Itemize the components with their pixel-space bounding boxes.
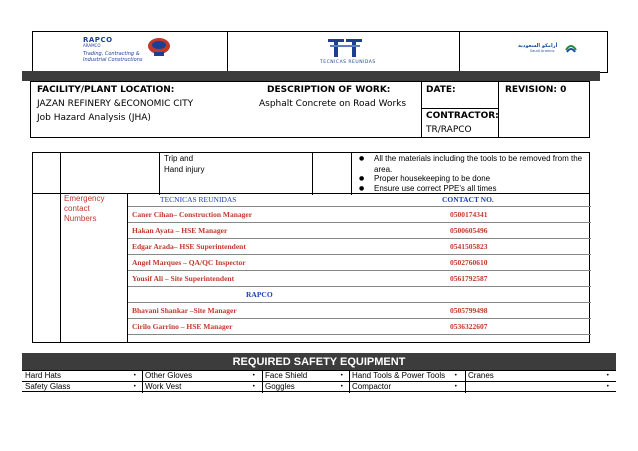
facility-value: JAZAN REFINERY &ECONOMIC CITY [37,99,194,109]
contact-row-5 [128,271,591,287]
emergency-label-3: Numbers [64,214,97,223]
equipment-cranes: Cranes [468,371,494,380]
contact-name-6: Bhavani Shankar –Site Manager [132,306,237,315]
contact-name-4: Angel Marques – QA/QC Inspector [132,258,246,267]
contacts-left-divider [60,194,61,343]
tr-logo-text: TECNICAS REUNIDAS [320,60,376,65]
contact-number-2: 0500605496 [450,226,488,235]
safety-row-1 [22,370,616,381]
date-label: DATE: [426,85,456,95]
safety-equipment-header [22,353,616,370]
description-label: DESCRIPTION OF WORK: [267,85,391,95]
rapco-logo-text: RAPCO [83,36,113,44]
contact-name-3: Edgar Arada– HSE Superintendent [132,242,246,251]
equipment-bullet: • [454,372,458,379]
revision-label: REVISION: 0 [505,85,567,95]
equipment-other-gloves: Other Gloves [145,371,193,380]
job-info-table [30,81,590,138]
contact-row-7 [128,319,591,335]
contacts-table [127,194,590,343]
header-divider-bar [22,71,600,81]
equipment-safety-glass: Safety Glass [25,382,71,391]
contact-number-3: 0541505823 [450,242,488,251]
control-bullet-2: ● [359,175,365,182]
tr-emblem-icon [326,36,366,60]
contact-row-3 [128,239,591,255]
contact-row-4 [128,255,591,271]
rapco-contacts-header: RAPCO [246,290,273,299]
equipment-bullet: • [340,383,344,390]
contact-name-5: Yousif Ali – Site Superintendent [132,274,235,283]
contact-row-6 [128,303,591,319]
hazard-col-divider-2 [159,153,160,195]
aramco-logo-cell [460,32,609,72]
aramco-emblem-icon [564,40,578,54]
hazard-text-1: Trip and [164,154,194,163]
emergency-label-1: Emergency [64,194,105,203]
contact-name-1: Caner Cihan– Construction Manager [132,210,253,219]
contact-name-7: Cirilo Garrino – HSE Manager [132,322,233,331]
equipment-compactor: Compactor [352,382,392,391]
equipment-work-vest: Work Vest [145,382,182,391]
emergency-label-2: contact [64,204,90,213]
control-text-3: Ensure use correct PPE's all times [374,184,497,193]
aramco-arabic-text: أرامكو السعودية [518,43,558,49]
description-value: Asphalt Concrete on Road Works [259,99,407,109]
tr-contacts-header: TECNICAS REUNIDAS [160,195,237,204]
control-bullet-3: ● [359,185,365,192]
rapco-tagline-1: Trading, Contracting & [83,51,140,57]
safety-equipment-title: REQUIRED SAFETY EQUIPMENT [232,356,406,368]
safety-divider [465,382,466,393]
safety-row-2 [22,381,616,392]
contact-number-6: 0505799498 [450,306,488,315]
contractor-label: CONTRACTOR: [426,111,499,121]
contacts-header-row [128,194,591,207]
tr-logo-cell [228,32,460,72]
hazard-col-divider-4 [351,153,352,195]
equipment-bullet: • [252,372,256,379]
hazard-row [32,152,590,194]
rapco-emblem-icon [145,36,173,58]
control-text-2: Proper housekeeping to be done [374,174,491,183]
hazard-text-2: Hand injury [164,165,205,174]
control-text-1b: area. [374,165,393,174]
logo-header [32,31,608,73]
equipment-bullet: • [133,372,137,379]
rapco-logo-sub: ARAMCO [83,43,101,48]
date-divider [422,108,498,109]
equipment-bullet: • [606,383,610,390]
equipment-hard-hats: Hard Hats [25,371,62,380]
equipment-bullet: • [340,372,344,379]
facility-column [31,82,253,137]
revision-column [499,82,589,137]
rapco-header-row [128,287,591,303]
equipment-hand-tools: Hand Tools & Power Tools [352,371,446,380]
equipment-goggles: Goggles [265,382,295,391]
equipment-bullet: • [606,372,610,379]
contractor-value: TR/RAPCO [426,125,472,135]
control-text-1: All the materials including the tools to be removed from the [374,154,583,163]
contact-row-1 [128,207,591,223]
contact-number-header: CONTACT NO. [442,195,494,204]
description-column [253,82,421,137]
contact-row-2 [128,223,591,239]
facility-label: FACILITY/PLANT LOCATION: [37,85,175,95]
hazard-col-divider-1 [60,153,61,195]
date-column [421,82,499,137]
contact-number-4: 0502760610 [450,258,488,267]
safety-equipment-table [22,370,616,393]
contact-number-7: 0536322607 [450,322,488,331]
contact-number-5: 0561792587 [450,274,488,283]
contact-number-1: 0500174341 [450,210,488,219]
contact-name-2: Hakan Ayata – HSE Manager [132,226,228,235]
aramco-english-text: Saudi Aramco [530,49,555,53]
equipment-face-shield: Face Shield [265,371,308,380]
equipment-bullet: • [133,383,137,390]
jha-label: Job Hazard Analysis (JHA) [37,113,151,123]
equipment-bullet: • [454,383,458,390]
control-bullet-1: ● [359,155,365,162]
rapco-tagline-2: Industrial Constructions [83,57,143,63]
hazard-col-divider-3 [312,153,313,195]
equipment-bullet: • [252,383,256,390]
rapco-logo-cell [33,32,228,72]
